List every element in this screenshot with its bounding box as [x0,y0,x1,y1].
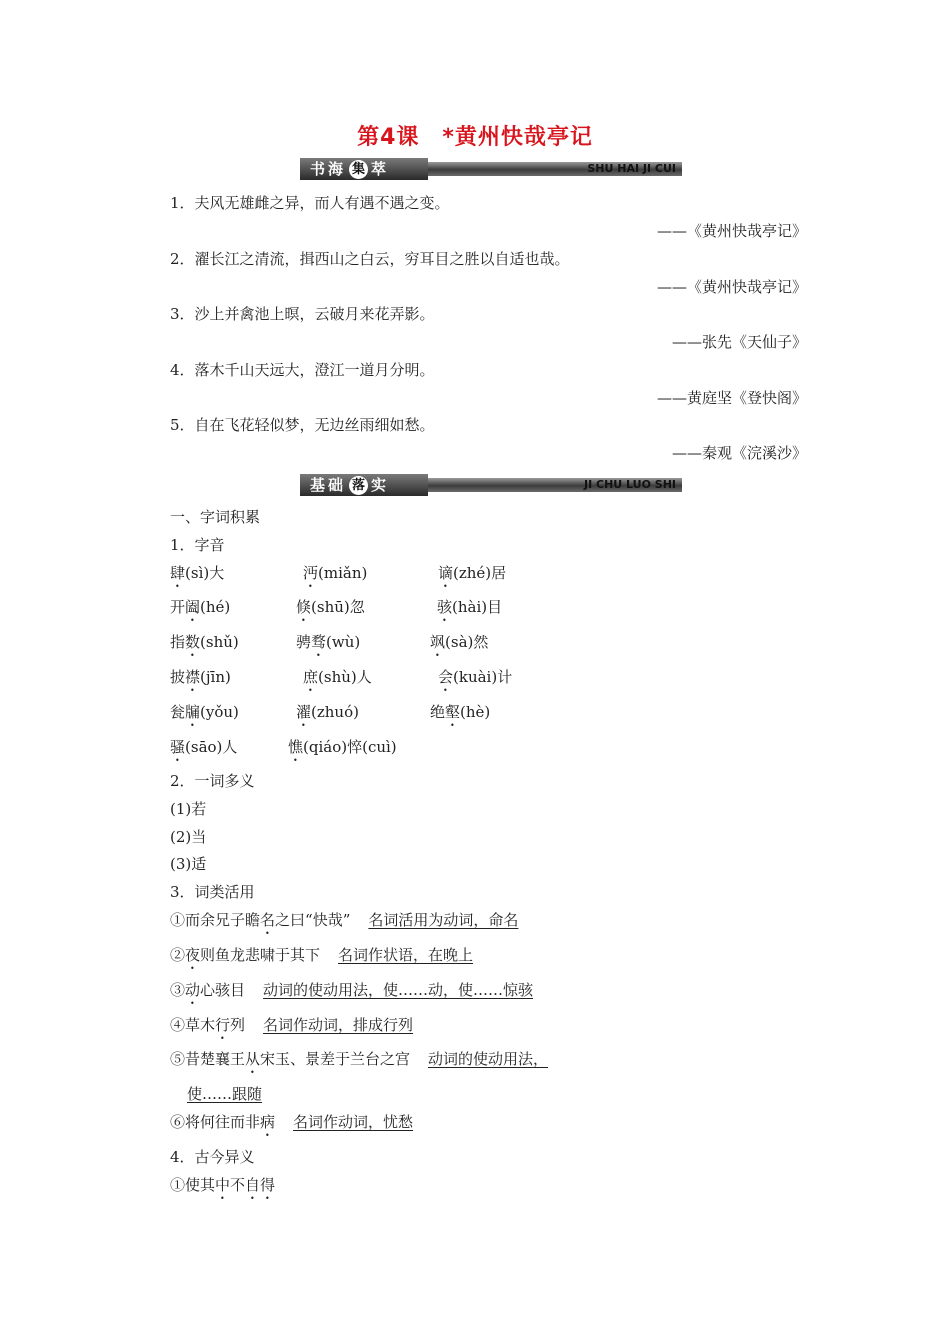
pron-item: 倏(shū)忽 [296,598,365,616]
quote-5: 5．自在飞花轻似梦，无边丝雨细如愁。 [170,416,435,434]
banner-tab: 基础 落 实 [300,474,428,496]
pron-item: 指数(shǔ) [170,633,239,651]
word-class-item: ④草木行列 名词作动词，排成行列 [170,1016,414,1034]
word-class-item: ⑥将何往而非病 名词作动词，忧愁 [170,1113,414,1131]
quote-1-source: ——《黄州快哉亭记》 [656,222,807,240]
quote-4: 4．落木千山天远大，澄江一道月分明。 [170,361,435,379]
pron-item: 会(kuài)计 [438,668,513,686]
ancient-modern-item: ①使其中不自得 [170,1176,276,1194]
banner-tab: 书海 集 萃 [300,158,428,180]
pron-item: 骋骛(wù) [296,633,361,651]
pron-item: 憔(qiáo)悴(cuì) [288,738,397,756]
answer: 使……跟随 [187,1085,263,1103]
banner-en-label: SHU HAI JI CUI [587,162,676,175]
pronunciation-heading: 1．字音 [170,536,225,554]
quote-1: 1．夫风无雄雌之异，而人有遇不遇之变。 [170,194,450,212]
banner-circle-char: 落 [349,476,368,495]
section-banner-shu-hai-ji-cui [300,158,682,180]
pron-item: 肆(sì)大 [170,564,225,582]
word-class-item: ③动心骇目 动词的使动用法，使……动，使……惊骇 [170,981,534,999]
section-banner-ji-chu-luo-shi [300,474,682,496]
polysemy-heading: 2．一词多义 [170,772,255,790]
word-class-heading: 3．词类活用 [170,883,255,901]
word-class-item-continued [187,1083,262,1104]
ancient-modern-heading: 4．古今异义 [170,1148,255,1166]
pron-item: 飒(sà)然 [430,633,489,651]
quote-3: 3．沙上并禽池上暝，云破月来花弄影。 [170,305,435,323]
banner-circle-char: 集 [349,160,368,179]
quote-2: 2．濯长江之清流，揖西山之白云，穷耳目之胜以自适也哉。 [170,250,570,268]
pron-item: 骇(hài)目 [437,598,503,616]
pron-item: 披襟(jīn) [170,668,231,686]
answer: 动词的使动用法， [428,1050,549,1068]
quote-5-source: ——秦观《浣溪沙》 [671,444,807,462]
banner-en-label: JI CHU LUO SHI [583,478,676,491]
polysemy-item: (3)适 [170,855,207,873]
quote-3-source: ——张先《天仙子》 [671,333,807,351]
polysemy-item: (1)若 [170,800,207,818]
answer: 动词的使动用法，使……动，使……惊骇 [263,981,534,999]
pron-item: 绝壑(hè) [430,703,491,721]
quote-4-source: ——黄庭坚《登快阁》 [656,389,807,407]
pron-item: 沔(miǎn) [303,564,368,582]
quote-2-source: ——《黄州快哉亭记》 [656,278,807,296]
part-heading: 一、字词积累 [170,508,261,526]
answer: 名词作状语，在晚上 [338,946,474,964]
word-class-item: ①而余兄子瞻名之曰“快哉” 名词活用为动词，命名 [170,911,519,929]
pron-item: 濯(zhuó) [296,703,359,721]
polysemy-item: (2)当 [170,828,207,846]
word-class-item: ②夜则鱼龙悲啸于其下 名词作状语，在晚上 [170,946,474,964]
answer: 名词活用为动词，命名 [368,911,519,929]
pron-item: 瓮牖(yǒu) [170,703,239,721]
word-class-item: ⑤昔楚襄王从宋玉、景差于兰台之宫 动词的使动用法， [170,1050,549,1068]
page-title: 第4课 *黄州快哉亭记 [357,125,593,150]
pron-item: 庶(shù)人 [303,668,372,686]
answer: 名词作动词，排成行列 [263,1016,414,1034]
answer: 名词作动词，忧愁 [293,1113,414,1131]
pron-item: 谪(zhé)居 [438,564,507,582]
pron-item: 开阖(hé) [170,598,231,616]
pron-item: 骚(sāo)人 [170,738,238,756]
